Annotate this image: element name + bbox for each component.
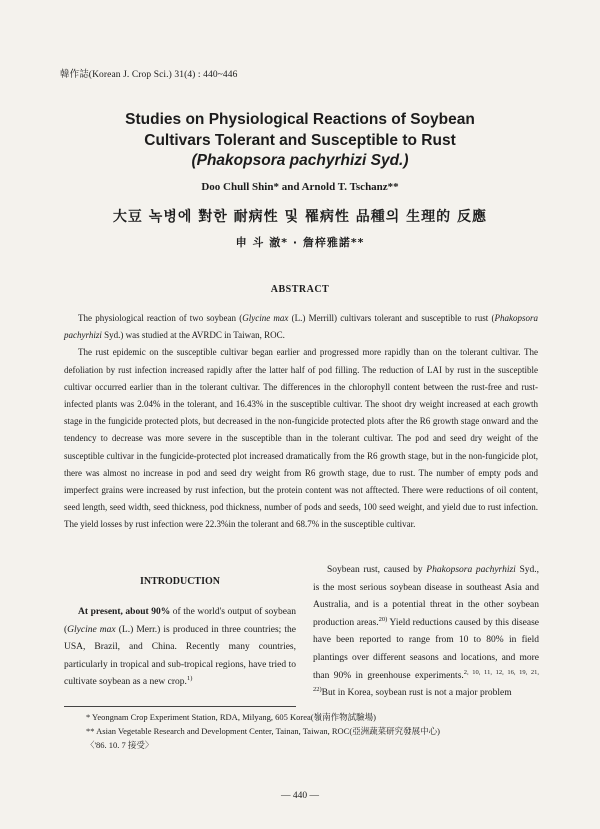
received-date: 〈'86. 10. 7 接受〉 — [86, 740, 154, 751]
korean-title: 大豆 녹병에 對한 耐病性 및 罹病性 品種의 生理的 反應 — [112, 209, 488, 225]
intro-text: Syd., is the most serious soybean disease in southeast Asia and Australia, and is a potential threat in the other soybean production areas. — [313, 565, 539, 628]
abstract-text: Syd.) was studied at the AVRDC in Taiwan, ROC. — [101, 330, 285, 341]
page-number: — 440 — — [281, 791, 319, 801]
abstract-paragraph-2: The rust epidemic on the susceptible cultivar began earlier and progressed more rapidly than on the tolerant cultivar. The defoliation by rust infection increased rapidly after the latter half of pod filling. The reduction of LAI by rust in the susceptible cultivar occurred earlier than in the tolerant cultivar. The differences in the chlorophyll content between the rust-free and rust-infected plants was 2.04% in the tolerant, and 16.43% in the susceptible cultivar. The shoot dry weight increased at each growth stage in the fungicide protected plots, but decreased in the non-fungicide protected plots after the R6 growth stage onward and the tendency to decrease was more severe in the susceptible than in the tolerant cultivar. The pod and seed dry weight of the susceptible cultivar in the fungicide-protected plot increased dramatically from the R6 growth stage, but in the non-fungicide plot, there was almost no increase in pod and seed dry weight from R6 growth stage, due to rust. The number of empty pods and imperfect grains were increased by rust infection, but the protein content was not afftected. There were reductions of oil content, seed length, seed width, seed thickness, pod thickness, number of pods and seeds, 100 seed weight, and yield due to rust infection. The yield losses by rust infection were 22.3%in the tolerant and 68.7% in the susceptible cultivar. — [64, 347, 538, 530]
intro-paragraph-2 — [313, 562, 539, 703]
abstract-heading: ABSTRACT — [270, 284, 330, 295]
title-line-1: Studies on Physiological Reactions of Soybean — [125, 111, 475, 128]
journal-header: 韓作誌(Korean J. Crop Sci.) 31(4) : 440~446 — [60, 70, 238, 80]
intro-text: (L.) Merr.) is produced in three countries; the USA, Brazil, and China. Recently many countries, particularly in tropical and sub-tropical regions, have tried to cultivate soybean as a new crop. — [64, 624, 296, 688]
citation: 1) — [186, 675, 193, 683]
abstract-text: (L.) Merrill) cultivars tolerant and susceptible to rust ( — [288, 313, 495, 323]
intro-lead: At present, about 90% — [78, 607, 171, 617]
abstract-text: The physiological reaction of two soybean ( — [78, 313, 243, 323]
pathogen-name: Phakopsora pachyrhizi — [64, 313, 538, 341]
pathogen-name: Phakopsora pachyrhizi — [426, 565, 516, 575]
intro-text: Yield reductions caused by this disease have been reported to range from 10 to 80% in field plantings over different seasons and locations, and more than 90% in greenhouse experiments. — [313, 617, 540, 681]
footnote-divider — [64, 706, 296, 707]
footnote-1: * Yeongnam Crop Experiment Station, RDA, Milyang, 605 Korea(嶺南作物試驗場) — [86, 712, 376, 722]
introduction-heading: INTRODUCTION — [139, 576, 220, 587]
citation: 20) — [378, 615, 388, 623]
title-line-2: Cultivars Tolerant and Susceptible to Rust — [144, 132, 456, 149]
abstract-body — [64, 310, 538, 534]
citation: 2, 10, 11, 12, 16, 19, 21, 22) — [313, 668, 539, 693]
introduction-left-column — [64, 604, 296, 692]
intro-text: Soybean rust, caused by — [327, 565, 427, 575]
genus-name: Glycine max — [242, 313, 289, 323]
intro-paragraph-1 — [64, 604, 296, 692]
abstract-paragraph-1 — [64, 310, 538, 344]
genus-name: Glycine max — [67, 624, 116, 635]
footnote-2: ** Asian Vegetable Research and Development Center, Tainan, Taiwan, ROC(亞洲蔬菜研究發展中心) — [86, 726, 440, 737]
korean-authors: 申 斗 澈* · 詹梓雅諾** — [235, 236, 365, 249]
intro-text: of the world's output of soybean ( — [64, 607, 296, 635]
authors: Doo Chull Shin* and Arnold T. Tschanz** — [201, 181, 399, 193]
intro-text: But in Korea, soybean rust is not a major problem — [321, 688, 512, 699]
introduction-right-column — [313, 562, 539, 703]
footnotes — [86, 710, 546, 753]
title-line-3: (Phakopsora pachyrhizi Syd.) — [191, 152, 409, 169]
